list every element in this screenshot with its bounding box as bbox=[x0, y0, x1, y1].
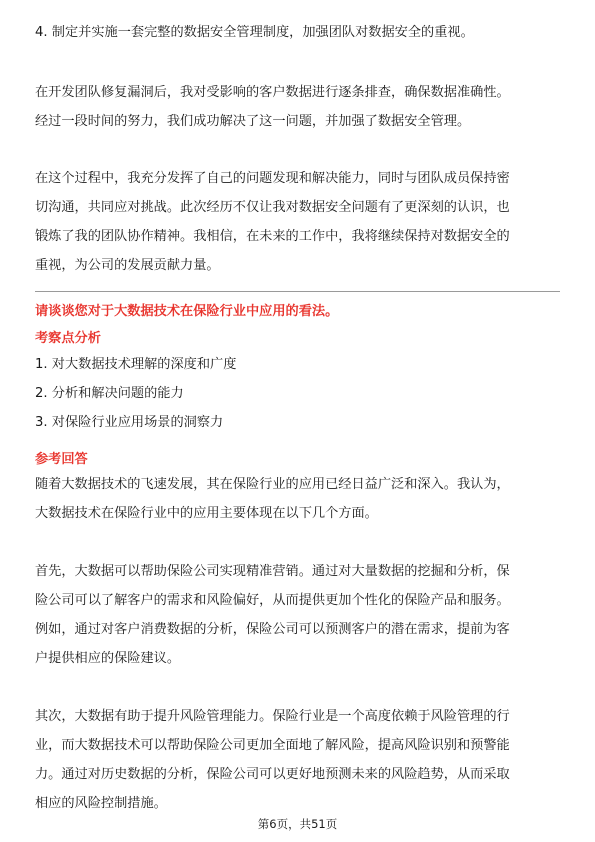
analysis-item: 2. 分析和解决问题的能力 bbox=[35, 386, 184, 401]
analysis-item: 1. 对大数据技术理解的深度和广度 bbox=[35, 357, 237, 372]
paragraph-line: 重视，为公司的发展贡献力量。 bbox=[35, 258, 220, 273]
paragraph-line: 切沟通，共同应对挑战。此次经历不仅让我对数据安全问题有了更深刻的认识，也 bbox=[35, 200, 510, 215]
paragraph-line: 在这个过程中，我充分发挥了自己的问题发现和解决能力，同时与团队成员保持密 bbox=[35, 171, 510, 186]
analysis-item: 3. 对保险行业应用场景的洞察力 bbox=[35, 415, 224, 430]
paragraph-line: 首先，大数据可以帮助保险公司实现精准营销。通过对大量数据的挖掘和分析，保 bbox=[35, 564, 510, 579]
paragraph-line: 例如，通过对客户消费数据的分析，保险公司可以预测客户的潜在需求，提前为客 bbox=[35, 622, 510, 637]
paragraph-line: 随着大数据技术的飞速发展，其在保险行业的应用已经日益广泛和深入。我认为， bbox=[35, 477, 510, 492]
answer-heading: 参考回答 bbox=[35, 452, 88, 467]
analysis-heading: 考察点分析 bbox=[35, 331, 101, 346]
paragraph-line: 经过一段时间的努力，我们成功解决了这一问题，并加强了数据安全管理。 bbox=[35, 114, 471, 129]
paragraph-line: 在开发团队修复漏洞后，我对受影响的客户数据进行逐条排查，确保数据准确性。 bbox=[35, 85, 510, 100]
page-number: 第6页，共51页 bbox=[257, 817, 338, 831]
paragraph-line: 险公司可以了解客户的需求和风险偏好，从而提供更加个性化的保险产品和服务。 bbox=[35, 593, 510, 608]
paragraph-line: 户提供相应的保险建议。 bbox=[35, 651, 181, 666]
list-item-4: 4. 制定并实施一套完整的数据安全管理制度，加强团队对数据安全的重视。 bbox=[35, 25, 474, 40]
paragraph-line: 其次，大数据有助于提升风险管理能力。保险行业是一个高度依赖于风险管理的行 bbox=[35, 709, 510, 724]
paragraph-line: 相应的风险控制措施。 bbox=[35, 796, 167, 811]
paragraph-line: 业，而大数据技术可以帮助保险公司更加全面地了解风险，提高风险识别和预警能 bbox=[35, 738, 510, 753]
paragraph-line: 大数据技术在保险行业中的应用主要体现在以下几个方面。 bbox=[35, 506, 378, 521]
paragraph-line: 锻炼了我的团队协作精神。我相信，在未来的工作中，我将继续保持对数据安全的 bbox=[35, 229, 510, 244]
paragraph-line: 力。通过对历史数据的分析，保险公司可以更好地预测未来的风险趋势，从而采取 bbox=[35, 767, 510, 782]
section-divider bbox=[35, 291, 560, 292]
question-heading: 请谈谈您对于大数据技术在保险行业中应用的看法。 bbox=[35, 304, 339, 319]
